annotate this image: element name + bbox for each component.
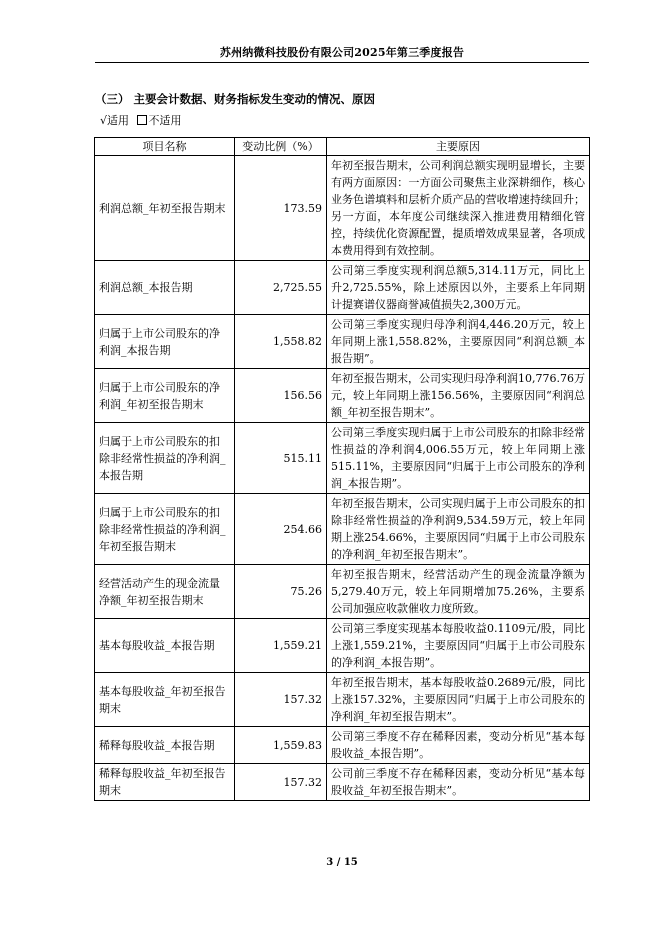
table-row <box>95 315 590 369</box>
main-reason: 公司第三季度实现归属于上市公司股东的扣除非经常性损益的净利润4,006.55万元，较上年同期上涨515.11%，主要原因同“归属于上市公司股东的净利润_本报告期”。 <box>327 423 590 494</box>
main-reason: 年初至报告期末，经营活动产生的现金流量净额为5,279.40万元，较上年同期增加75.26%，主要系公司加强应收款催收力度所致。 <box>327 565 590 619</box>
main-reason: 年初至报告期末，公司利润总额实现明显增长，主要有两方面原因：一方面公司聚焦主业深耕细作，核心业务色谱填料和层析介质产品的营收增速持续回升；另一方面，本年度公司继续深入推进费用精细化管控，持续优化资源配置，提质增效成果显著，各项成本费用得到有效控制。 <box>327 156 590 261</box>
main-reason: 年初至报告期末，基本每股收益0.2689元/股，同比上涨157.32%，主要原因同“归属于上市公司股东的净利润_年初至报告期末”。 <box>327 673 590 727</box>
change-ratio: 1,559.21 <box>235 619 327 673</box>
item-name: 经营活动产生的现金流量净额_年初至报告期末 <box>95 565 235 619</box>
change-ratio: 156.56 <box>235 369 327 423</box>
item-name: 基本每股收益_本报告期 <box>95 619 235 673</box>
main-reason: 公司前三季度不存在稀释因素，变动分析见“基本每股收益_年初至报告期末”。 <box>327 764 590 801</box>
item-name: 基本每股收益_年初至报告期末 <box>95 673 235 727</box>
table-row <box>95 565 590 619</box>
change-ratio: 173.59 <box>235 156 327 261</box>
item-name: 利润总额_年初至报告期末 <box>95 156 235 261</box>
table-row <box>95 369 590 423</box>
item-name: 归属于上市公司股东的净利润_本报告期 <box>95 315 235 369</box>
main-reason: 年初至报告期末，公司实现归属于上市公司股东的扣除非经常性损益的净利润9,534.59万元，较上年同期上涨254.66%，主要原因同“归属于上市公司股东的净利润_年初至报告期末”。 <box>327 494 590 565</box>
table-row <box>95 261 590 315</box>
change-ratio: 515.11 <box>235 423 327 494</box>
main-reason: 公司第三季度不存在稀释因素，变动分析见“基本每股收益_本报告期”。 <box>327 727 590 764</box>
item-name: 稀释每股收益_本报告期 <box>95 727 235 764</box>
checkbox-empty-icon <box>137 115 147 125</box>
item-name: 归属于上市公司股东的净利润_年初至报告期末 <box>95 369 235 423</box>
page-header-title: 苏州纳微科技股份有限公司2025年第三季度报告 <box>219 46 465 59</box>
item-name: 归属于上市公司股东的扣除非经常性损益的净利润_年初至报告期末 <box>95 494 235 565</box>
change-ratio: 75.26 <box>235 565 327 619</box>
main-reason: 年初至报告期末，公司实现归母净利润10,776.76万元，较上年同期上涨156.56%，主要原因同“利润总额_年初至报告期末”。 <box>327 369 590 423</box>
main-reason: 公司第三季度实现归母净利润4,446.20万元，较上年同期上涨1,558.82%，主要原因同“利润总额_本报告期”。 <box>327 315 590 369</box>
header-item-name: 项目名称 <box>95 138 235 156</box>
table-row <box>95 673 590 727</box>
table-row <box>95 764 590 801</box>
change-reasons-table <box>94 137 590 801</box>
item-name: 稀释每股收益_年初至报告期末 <box>95 764 235 801</box>
main-reason: 公司第三季度实现基本每股收益0.1109元/股，同比上涨1,559.21%，主要原因同“归属于上市公司股东的净利润_本报告期”。 <box>327 619 590 673</box>
item-name: 利润总额_本报告期 <box>95 261 235 315</box>
table-header-row <box>95 138 590 156</box>
change-ratio: 1,559.83 <box>235 727 327 764</box>
table-row <box>95 494 590 565</box>
header-main-reason: 主要原因 <box>327 138 590 156</box>
main-reason: 公司第三季度实现利润总额5,314.11万元，同比上升2,725.55%，除上述原因以外，主要系上年同期计提赛谱仪器商誉减值损失2,300万元。 <box>327 261 590 315</box>
table-row <box>95 619 590 673</box>
header-change-ratio: 变动比例（%） <box>235 138 327 156</box>
not-applicable-label: 不适用 <box>148 114 182 127</box>
header-divider <box>95 62 589 63</box>
change-ratio: 157.32 <box>235 764 327 801</box>
applicability-options <box>100 112 186 128</box>
table-row <box>95 156 590 261</box>
item-name: 归属于上市公司股东的扣除非经常性损益的净利润_本报告期 <box>95 423 235 494</box>
page-number: 3 / 15 <box>326 857 358 868</box>
not-applicable-option <box>137 112 182 128</box>
table-row <box>95 727 590 764</box>
table-row <box>95 423 590 494</box>
change-ratio: 157.32 <box>235 673 327 727</box>
applicable-option: √适用 <box>100 114 130 127</box>
section-title: （三） 主要会计数据、财务指标发生变动的情况、原因 <box>95 92 376 106</box>
change-ratio: 2,725.55 <box>235 261 327 315</box>
change-ratio: 1,558.82 <box>235 315 327 369</box>
change-ratio: 254.66 <box>235 494 327 565</box>
